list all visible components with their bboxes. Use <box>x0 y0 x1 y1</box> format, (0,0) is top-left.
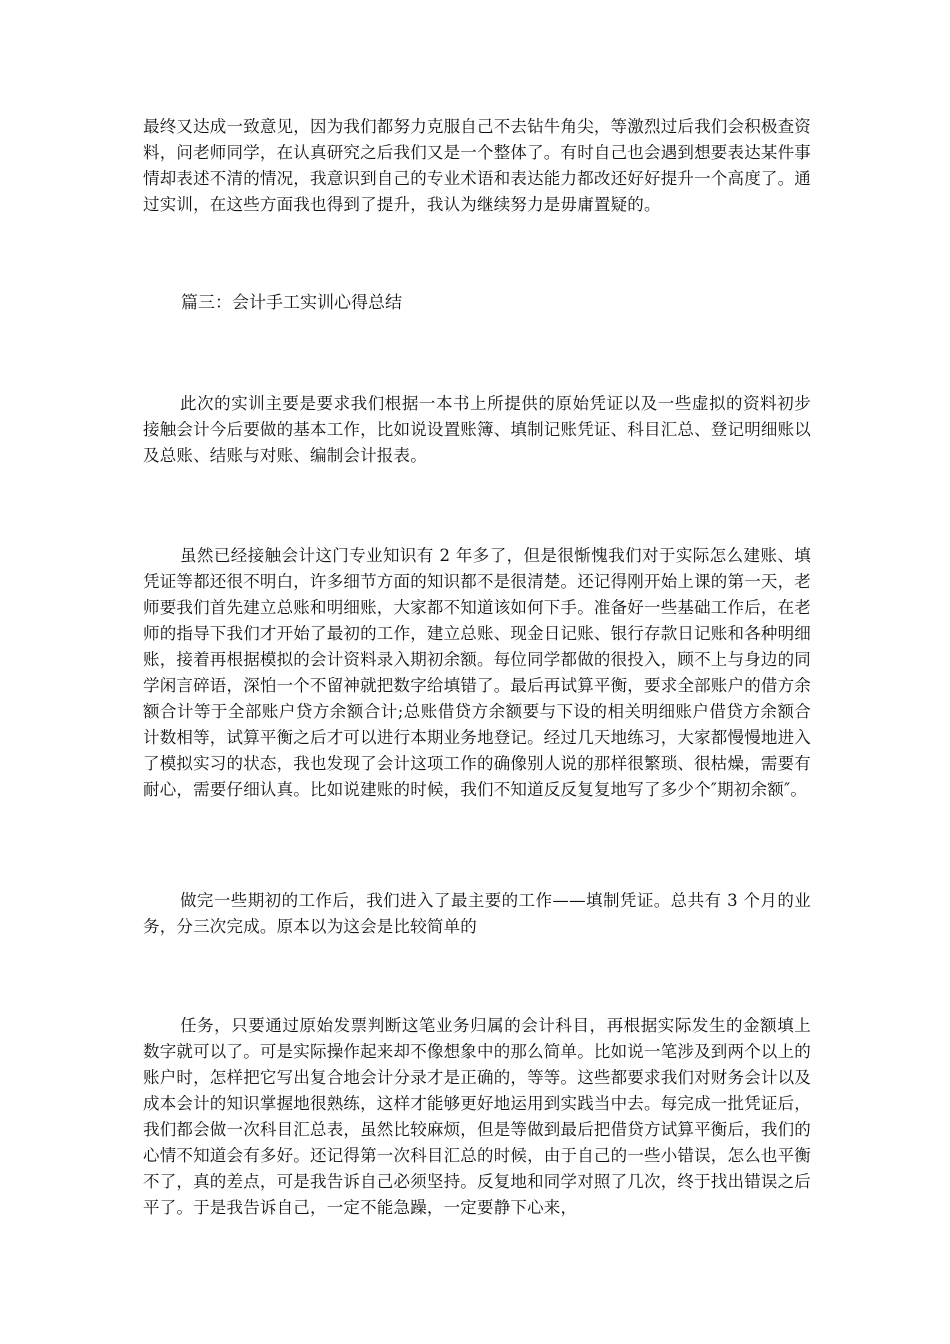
section-heading: 篇三：会计手工实训心得总结 <box>181 293 402 313</box>
paragraph-task: 任务，只要通过原始发票判断这笔业务归属的会计科目，再根据实际发生的金额填上数字就可以了。可是实际操作起来却不像想象中的那么简单。比如说一笔涉及到两个以上的账户时，怎样把它写出复合地会计分录才是正确的，等等。这些都要求我们对财务会计以及成本会计的知识掌握地很熟练，这样才能够更好地运用到实践当中去。每完成一批凭证后，我们都会做一次科目汇总表，虽然比较麻烦，但是等做到最后把借贷方试算平衡后，我们的心情不知道会有多好。还记得第一次科目汇总的时候，由于自己的一些小错误，怎么也平衡不了，真的差点，可是我告诉自己必须坚持。反复地和同学对照了几次，终于找出错误之后平了。于是我告诉自己，一定不能急躁，一定要静下心来， <box>143 1016 811 1217</box>
paragraph-continuation: 最终又达成一致意见，因为我们都努力克服自己不去钻牛角尖，等激烈过后我们会积极查资料，问老师同学，在认真研究之后我们又是一个整体了。有时自己也会遇到想要表达某件事情却表述不清的情况，我意识到自己的专业术语和表达能力都改还好好提升一个高度了。通过实训，在这些方面我也得到了提升，我认为继续努力是毋庸置疑的。 <box>143 117 811 214</box>
paragraph-setup-accounts: 虽然已经接触会计这门专业知识有 2 年多了，但是很惭愧我们对于实际怎么建账、填凭证等都还很不明白，许多细节方面的知识都不是很清楚。还记得刚开始上课的第一天，老师要我们首先建立总账和明细账，大家都不知道该如何下手。准备好一些基础工作后，在老师的指导下我们才开始了最初的工作，建立总账、现金日记账、银行存款日记账和各种明细账，接着再根据模拟的会计资料录入期初余额。每位同学都做的很投入，顾不上与身边的同学闲言碎语，深怕一个不留神就把数字给填错了。最后再试算平衡，要求全部账户的借方余额合计等于全部账户贷方余额合计;总账借贷方余额要与下设的相关明细账户借贷方余额合计数相等，试算平衡之后才可以进行本期业务地登记。经过几天地练习，大家都慢慢地进入了模拟实习的状态，我也发现了会计这项工作的确像别人说的那样很繁琐、很枯燥，需要有耐心，需要仔细认真。比如说建账的时候，我们不知道反反复复地写了多少个″期初余额″。 <box>143 546 811 799</box>
paragraph-intro: 此次的实训主要是要求我们根据一本书上所提供的原始凭证以及一些虚拟的资料初步接触会计今后要做的基本工作，比如说设置账簿、填制记账凭证、科目汇总、登记明细账以及总账、结账与对账、编制会计报表。 <box>143 394 811 465</box>
paragraph-vouchers: 做完一些期初的工作后，我们进入了最主要的工作——填制凭证。总共有 3 个月的业务，分三次完成。原本以为这会是比较简单的 <box>143 891 811 936</box>
